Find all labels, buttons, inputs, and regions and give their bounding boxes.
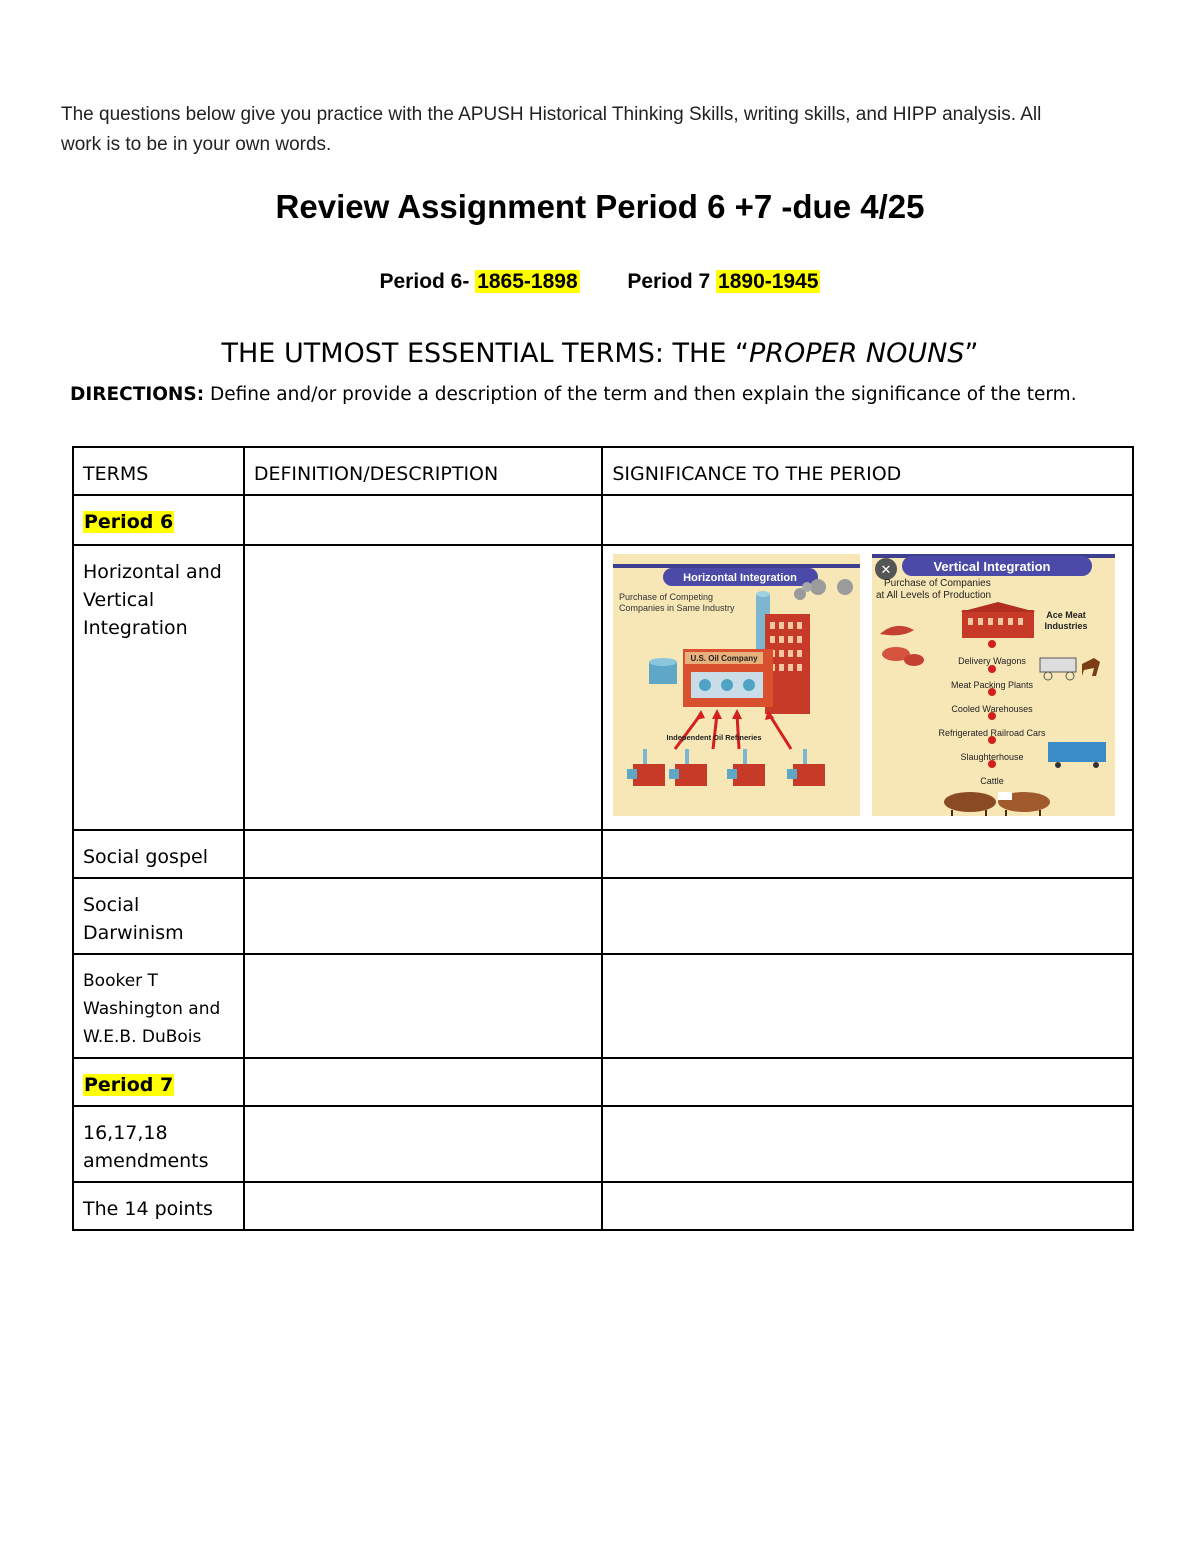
svg-text:at All Levels of Production: at All Levels of Production [876, 590, 992, 601]
term-cell [73, 495, 244, 545]
significance-cell[interactable] [602, 495, 1133, 545]
svg-text:Ace Meat: Ace Meat [1046, 610, 1087, 620]
svg-text:U.S. Oil Company: U.S. Oil Company [690, 654, 758, 663]
header-significance: SIGNIFICANCE TO THE PERIOD [602, 447, 1133, 495]
header-definition: DEFINITION/DESCRIPTION [244, 447, 603, 495]
period7-term: Period 7 [84, 1074, 174, 1096]
definition-cell[interactable] [244, 545, 603, 830]
svg-text:Horizontal Integration: Horizontal Integration [683, 572, 798, 584]
term-cell [73, 1058, 244, 1106]
period-ranges [0, 270, 1200, 294]
table-row [73, 830, 1133, 878]
table-row [73, 1058, 1133, 1106]
vertical-integration-diagram [872, 554, 1115, 816]
table-row [73, 878, 1133, 954]
directions [70, 384, 1150, 405]
significance-cell[interactable] [602, 1058, 1133, 1106]
svg-text:✕: ✕ [880, 563, 892, 578]
svg-text:Purchase of Companies: Purchase of Companies [884, 578, 992, 589]
table-row [73, 1182, 1133, 1230]
svg-text:Slaughterhouse: Slaughterhouse [960, 752, 1024, 762]
definition-cell[interactable] [244, 1106, 603, 1182]
svg-text:Vertical Integration: Vertical Integration [933, 559, 1051, 574]
svg-text:Delivery Wagons: Delivery Wagons [958, 656, 1027, 666]
directions-label: DIRECTIONS: [70, 384, 205, 405]
term-cell: Social gospel [73, 830, 244, 878]
table-header-row [73, 447, 1133, 495]
definition-cell[interactable] [244, 495, 603, 545]
term-cell: The 14 points [73, 1182, 244, 1230]
essential-terms-heading: THE UTMOST ESSENTIAL TERMS: THE “PROPER NOUNS” [221, 338, 979, 369]
intro-text: The questions below give you practice with the APUSH Historical Thinking Skills, writing skills, and HIPP analysis. All work is to be in your own words. [61, 104, 1042, 155]
significance-cell[interactable] [602, 954, 1133, 1058]
svg-text:Cattle: Cattle [980, 776, 1005, 786]
definition-cell[interactable] [244, 830, 603, 878]
term-cell: Horizontal and Vertical Integration [73, 545, 244, 830]
period6-range: 1865-1898 [477, 270, 578, 293]
svg-text:Meat Packing Plants: Meat Packing Plants [951, 680, 1034, 690]
table-row [73, 1106, 1133, 1182]
terms-table [72, 446, 1134, 1231]
svg-text:Independent Oil Refineries: Independent Oil Refineries [666, 733, 762, 742]
page-title: Review Assignment Period 6 +7 -due 4/25 [275, 188, 925, 225]
significance-cell[interactable] [602, 878, 1133, 954]
period7-label: Period 7 [627, 270, 711, 293]
definition-cell[interactable] [244, 954, 603, 1058]
significance-cell[interactable] [602, 545, 1133, 830]
term-cell: Booker T Washington and W.E.B. DuBois [73, 954, 244, 1058]
svg-text:Companies in Same Industry: Companies in Same Industry [619, 603, 735, 613]
table-row [73, 545, 1133, 830]
horizontal-integration-diagram [613, 554, 860, 816]
svg-text:Refrigerated Railroad Cars: Refrigerated Railroad Cars [938, 728, 1046, 738]
directions-text: Define and/or provide a description of the term and then explain the significance of the term. [210, 384, 1077, 405]
table-row [73, 495, 1133, 545]
term-cell: 16,17,18 amendments [73, 1106, 244, 1182]
period6-label: Period 6- [379, 270, 470, 293]
definition-cell[interactable] [244, 1182, 603, 1230]
table-row [73, 954, 1133, 1058]
term-cell: Social Darwinism [73, 878, 244, 954]
svg-text:Purchase of Competing: Purchase of Competing [619, 592, 714, 602]
significance-cell[interactable] [602, 1106, 1133, 1182]
svg-text:Industries: Industries [1044, 621, 1088, 631]
period7-range: 1890-1945 [718, 270, 819, 293]
header-terms: TERMS [73, 447, 244, 495]
significance-cell[interactable] [602, 830, 1133, 878]
significance-cell[interactable] [602, 1182, 1133, 1230]
svg-text:Cooled Warehouses: Cooled Warehouses [951, 704, 1034, 714]
definition-cell[interactable] [244, 1058, 603, 1106]
period6-term: Period 6 [84, 511, 174, 533]
definition-cell[interactable] [244, 878, 603, 954]
